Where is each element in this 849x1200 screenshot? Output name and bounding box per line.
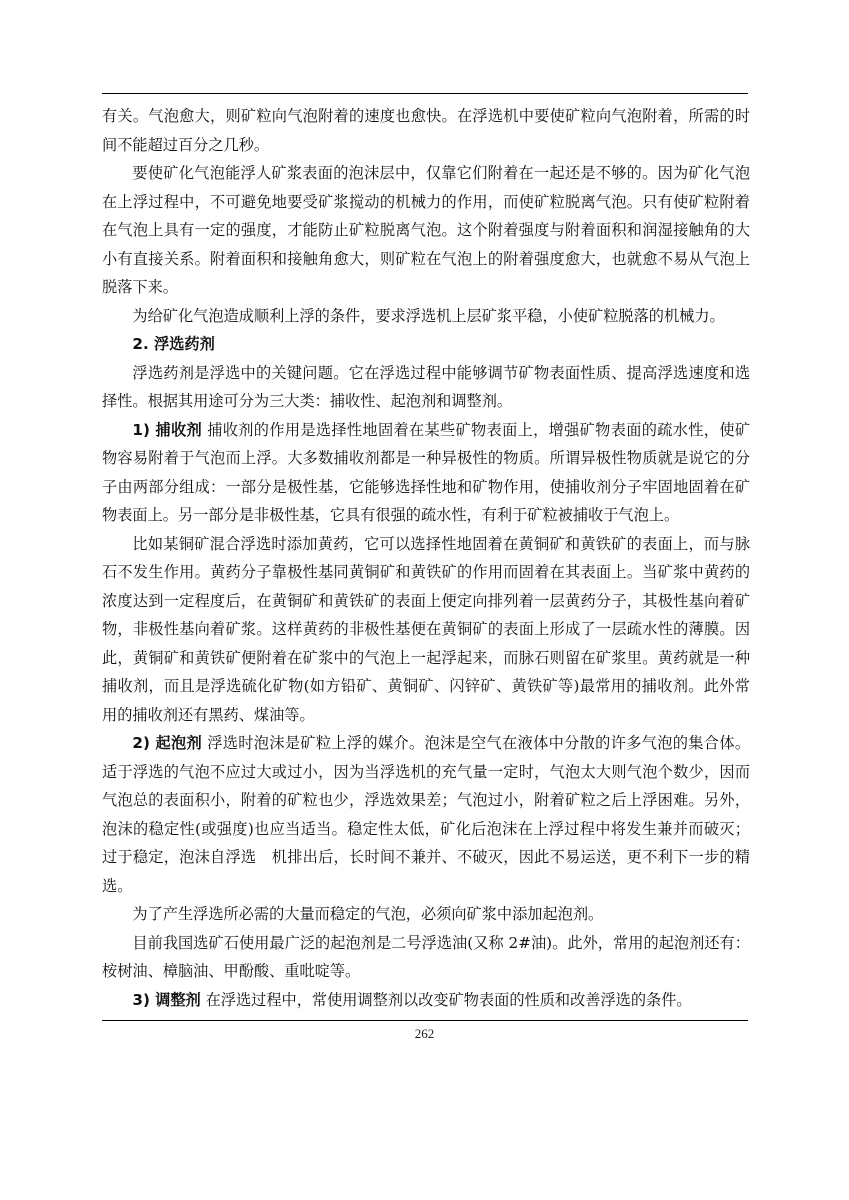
paragraph: 浮选药剂是浮选中的关键问题。它在浮选过程中能够调节矿物表面性质、提高浮选速度和选择性。根据其用途可分为三大类：捕收性、起泡剂和调整剂。	[102, 363, 750, 410]
subheading-collector: 1) 捕收剂	[132, 420, 203, 439]
paragraph: 目前我国选矿石使用最广泛的起泡剂是二号浮选油(又称 2#油)。此外，常用的起泡剂还有：桉树油、樟脑油、甲酚酸、重吡啶等。	[102, 933, 750, 980]
subheading-frother: 2) 起泡剂	[132, 734, 203, 752]
paragraph: 有关。气泡愈大，则矿粒向气泡附着的速度也愈快。在浮选机中要使矿粒向气泡附着，所需的时间不能超过百分之几秒。	[102, 107, 750, 154]
footer-rule	[102, 1020, 748, 1021]
section-heading-text: 2. 浮选药剂	[132, 335, 215, 353]
paragraph: 比如某铜矿混合浮选时添加黄药，它可以选择性地固着在黄铜矿和黄铁矿的表面上，而与脉石不发生作用。黄药分子靠极性基同黄铜矿和黄铁矿的作用而固着在其表面上。当矿浆中黄药的浓度达到一定程度后，在黄铜矿和黄铁矿的表面上便定向排列着一层黄药分子，其极性基向着矿物，非极性基向着矿浆。这样黄药的非极性基便在黄铜矿的表面上形成了一层疏水性的薄膜。因此，黄铜矿和黄铁矿便附着在矿浆中的气泡上一起浮起来，而脉石则留在矿浆里。黄药就是一种捕收剂，而且是浮选硫化矿物(如方铅矿、黄铜矿、闪锌矿、黄铁矿等)最常用的捕收剂。此外常用的捕收剂还有黑药、煤油等。	[102, 534, 750, 724]
paragraph	[102, 729, 750, 900]
page-number: 262	[414, 1026, 435, 1041]
paragraph-text: 在浮选过程中，常使用调整剂以改变矿物表面的性质和改善浮选的条件。	[205, 990, 692, 1009]
paragraph-text: 捕收剂的作用是选择性地固着在某些矿物表面上，增强矿物表面的疏水性，使矿物容易附着于气泡而上浮。大多数捕收剂都是一种异极性的物质。所谓异极性物质就是说它的分子由两部分组成：一部分是极性基，它能够选择性地和矿物作用，使捕收剂分子牢固地固着在矿物表面上。另一部分是非极性基，它具有很强的疏水性，有利于矿粒被捕收于气泡上。	[102, 420, 751, 524]
paragraph: 要使矿化气泡能浮人矿浆表面的泡沫层中，仅靠它们附着在一起还是不够的。因为矿化气泡在上浮过程中，不可避免地要受矿浆搅动的机械力的作用，而使矿粒脱离气泡。只有使矿粒附着在气泡上具有一定的强度，才能防止矿粒脱离气泡。这个附着强度与附着面积和润湿接触角的大小有直接关系。附着面积和接触角愈大，则矿粒在气泡上的附着强度愈大，也就愈不易从气泡上脱落下来。	[102, 164, 750, 296]
subheading-modifier: 3) 调整剂	[132, 990, 201, 1009]
section-heading	[102, 330, 750, 359]
body-text	[102, 102, 750, 1014]
paragraph: 为给矿化气泡造成顺利上浮的条件，要求浮选机上层矿浆平稳，小使矿粒脱落的机械力。	[132, 306, 725, 325]
paragraph	[102, 986, 750, 1015]
paragraph-text: 浮选时泡沫是矿粒上浮的媒介。泡沫是空气在液体中分散的许多气泡的集合体。适于浮选的气泡不应过大或过小，因为当浮选机的充气量一定时，气泡太大则气泡个数少，因而气泡总的表面积小，附着的矿粒也少，浮选效果差；气泡过小，附着矿粒之后上浮困难。另外，泡沫的稳定性(或强度)也应当适当。稳定性太低，矿化后泡沫在上浮过程中将发生兼并而破灭；过于稳定，泡沫自浮选 机排出后，长时间不兼并、不破灭，因此不易运送，更不利下一步的精选。	[102, 734, 751, 895]
paragraph: 为了产生浮选所必需的大量而稳定的气泡，必须向矿浆中添加起泡剂。	[132, 905, 604, 923]
header-rule	[102, 93, 748, 94]
paragraph	[102, 416, 750, 530]
